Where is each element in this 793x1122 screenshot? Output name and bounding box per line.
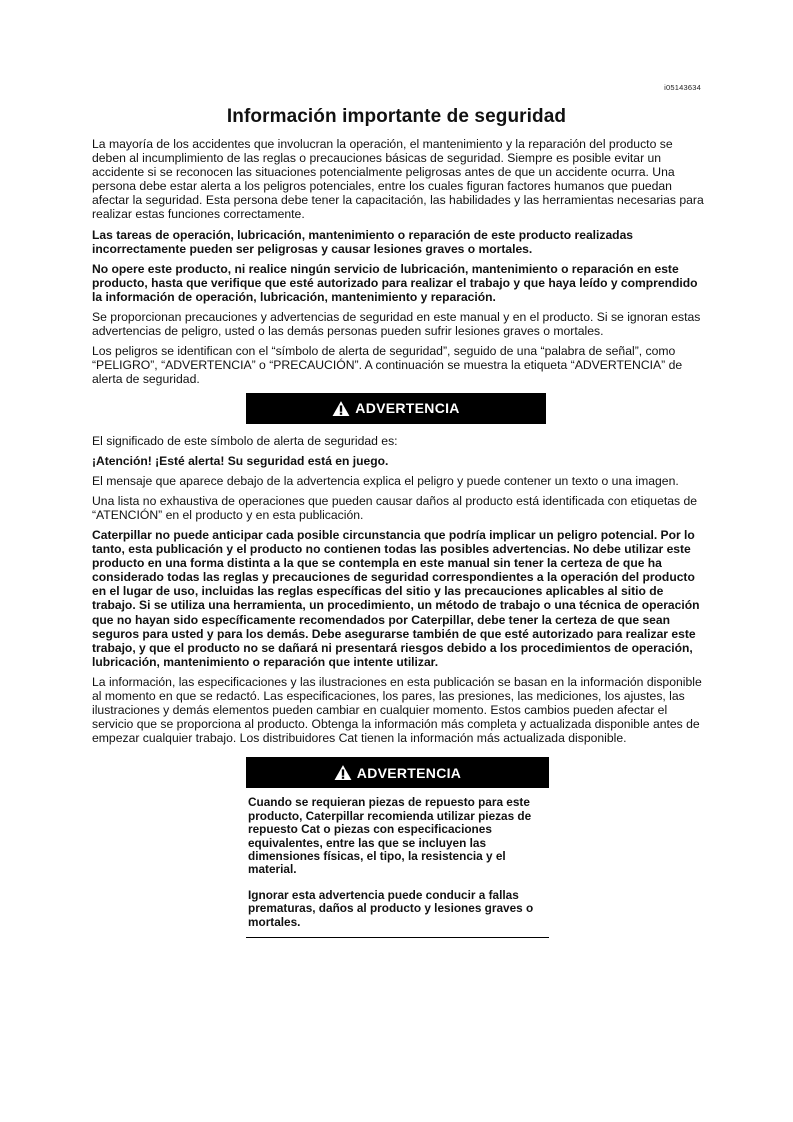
bold-paragraph-caterpillar-disclaimer: Caterpillar no puede anticipar cada posible circunstancia que podría implicar un peligro potencial. Por lo tanto, esta publicación y el producto no contienen todas las posibles advertencias. No debe utilizar este producto en una forma distinta a la que se contempla en este manual sin tener la certeza de que ha considerado todas las reglas y precauciones de seguridad correspondientes a la operación del producto en el lugar de uso, incluidas las reglas específicas del sitio y las precauciones aplicables al sitio de trabajo. Si se utiliza una herramienta, un procedimiento, un método de trabajo o una técnica de operación que no hayan sido específicamente recomendados por Caterpillar, debe tener la certeza de que sean seguros para usted y para los demás. Debe asegurarse también de que esté autorizado para realizar este trabajo, y que el producto no se dañará ni presentará riesgos debido a los procedimientos de operación, lubricación, mantenimiento o reparación que intente utilizar. (92, 527, 700, 669)
paragraph-specifications: La información, las especificaciones y las ilustraciones en esta publicación se basan en la información disponible al momento en que se redactó. Las especificaciones, los pares, las presiones, las mediciones, los ajustes, las ilustraciones y demás elementos pueden cambiar en cualquier momento. Estos cambios pueden afectar el servicio que se proporciona al producto. Obtenga la información más completa y actualizada disponible antes de empezar cualquier trabajo. Los distribuidores Cat tienen la información más actualizada disponible. (92, 674, 702, 746)
paragraph-hazard-identification: Los peligros se identifican con el “símbolo de alerta de seguridad”, seguido de una “palabra de señal”, como “PELIGRO”, “ADVERTENCIA” o “PRECAUCIÓN”. A continuación se muestra la etiqueta “ADVERTENCIA” de alerta de seguridad. (92, 344, 683, 387)
warning-text-consequences: Ignorar esta advertencia puede conducir a fallas prematuras, daños al producto y lesiones graves o mortales. (248, 887, 534, 929)
document-id: i05143634 (664, 83, 701, 92)
warning-text-replacement-parts: Cuando se requieran piezas de repuesto para este producto, Caterpillar recomienda utilizar piezas de repuesto Cat o piezas con especificaciones equivalentes, entre las que se incluyen las dimensiones físicas, el tipo, la resistencia y el material. (248, 795, 532, 877)
safety-alert-triangle-icon (332, 400, 350, 417)
paragraph-precautions: Se proporcionan precauciones y advertencias de seguridad en este manual y en el producto. Si se ignoran estas advertencias de peligro, usted o las demás personas pueden sufrir lesiones graves o mortales. (92, 310, 701, 339)
bold-paragraph-incorrect-tasks: Las tareas de operación, lubricación, mantenimiento o reparación de este producto realizadas incorrectamente pueden ser peligrosas y causar lesiones graves o mortales. (92, 227, 634, 256)
warning-banner-label: ADVERTENCIA (355, 400, 460, 416)
document-body (92, 137, 707, 938)
warning-banner (246, 757, 549, 788)
bold-paragraph-attention: ¡Atención! ¡Esté alerta! Su seguridad está en juego. (92, 453, 389, 468)
replacement-parts-warning-box (246, 757, 549, 938)
warning-banner-label: ADVERTENCIA (356, 764, 462, 781)
paragraph-message-explanation: El mensaje que aparece debajo de la advertencia explica el peligro y puede contener un texto o una imagen. (92, 473, 679, 488)
bold-paragraph-do-not-operate: No opere este producto, ni realice ningún servicio de lubricación, mantenimiento o reparación en este producto, hasta que verifique que esté autorizado para realizar el trabajo y que haya leído y comprendido la información de operación, lubricación, mantenimiento y reparación. (92, 261, 698, 304)
intro-paragraph: La mayoría de los accidentes que involucran la operación, el mantenimiento y la reparación del producto se deben al incumplimiento de las reglas o precauciones básicas de seguridad. Siempre es posible evitar un accidente si se reconocen las situaciones potencialmente peligrosas antes de que un accidente ocurra. Una persona debe estar alerta a los peligros potenciales, entre los cuales figuran factores humanos que puedan afectar la seguridad. Esta persona debe tener la capacitación, las habilidades y las herramientas necesarias para realizar estas funciones correctamente. (92, 137, 704, 222)
safety-alert-triangle-icon (334, 764, 352, 781)
page-title: Información importante de seguridad (226, 106, 567, 127)
paragraph-attention-labels: Una lista no exhaustiva de operaciones que pueden causar daños al producto está identificada con etiquetas de “ATENCIÓN” en el producto y en esta publicación. (92, 493, 698, 522)
paragraph-symbol-meaning: El significado de este símbolo de alerta de seguridad es: (92, 433, 398, 448)
warning-banner (246, 393, 546, 424)
